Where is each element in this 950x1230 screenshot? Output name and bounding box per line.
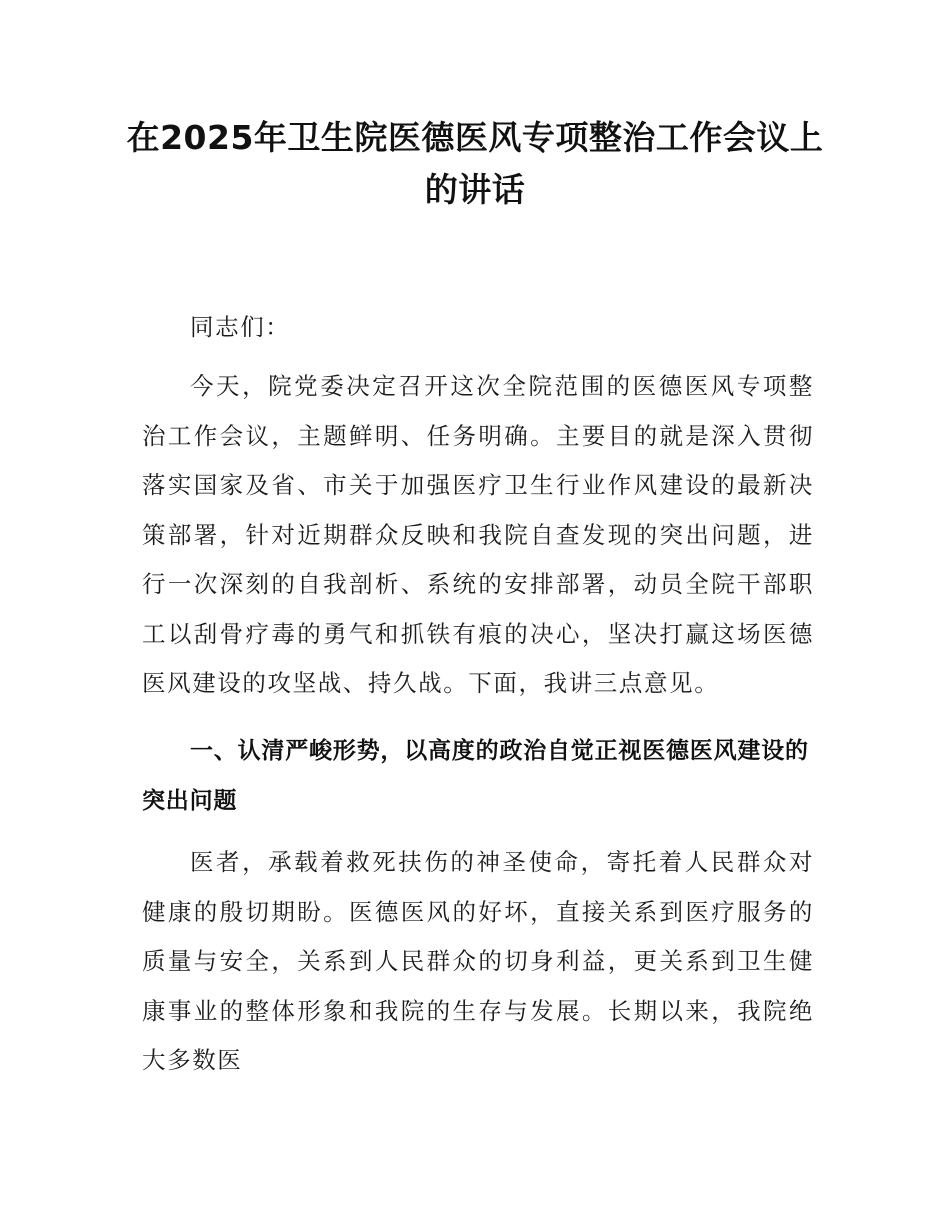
document-title: 在2025年卫生院医德医风专项整治工作会议上的讲话: [126, 118, 824, 209]
paragraph-opening: 今天，院党委决定召开这次全院范围的医德医风专项整治工作会议，主题鲜明、任务明确。主要目的就是深入贯彻落实国家及省、市关于加强医疗卫生行业作风建设的最新决策部署，针对近期群众反映和我院自查发现的突出问题，进行一次深刻的自我剖析、系统的安排部署，动员全院干部职工以刮骨疗毒的勇气和抓铁有痕的决心，坚决打赢这场医德医风建设的攻坚战、持久战。下面，我讲三点意见。: [142, 372, 814, 697]
section-heading-1: 一、认清严峻形势，以高度的政治自觉正视医德医风建设的突出问题: [142, 738, 809, 814]
paragraph-section-1: 医者，承载着救死扶伤的神圣使命，寄托着人民群众对健康的殷切期盼。医德医风的好坏，直接关系到医疗服务的质量与安全，关系到人民群众的切身利益，更关系到卫生健康事业的整体形象和我院的生存与发展。长期以来，我院绝大多数医: [142, 848, 814, 1074]
salutation: 同志们：: [190, 313, 291, 341]
